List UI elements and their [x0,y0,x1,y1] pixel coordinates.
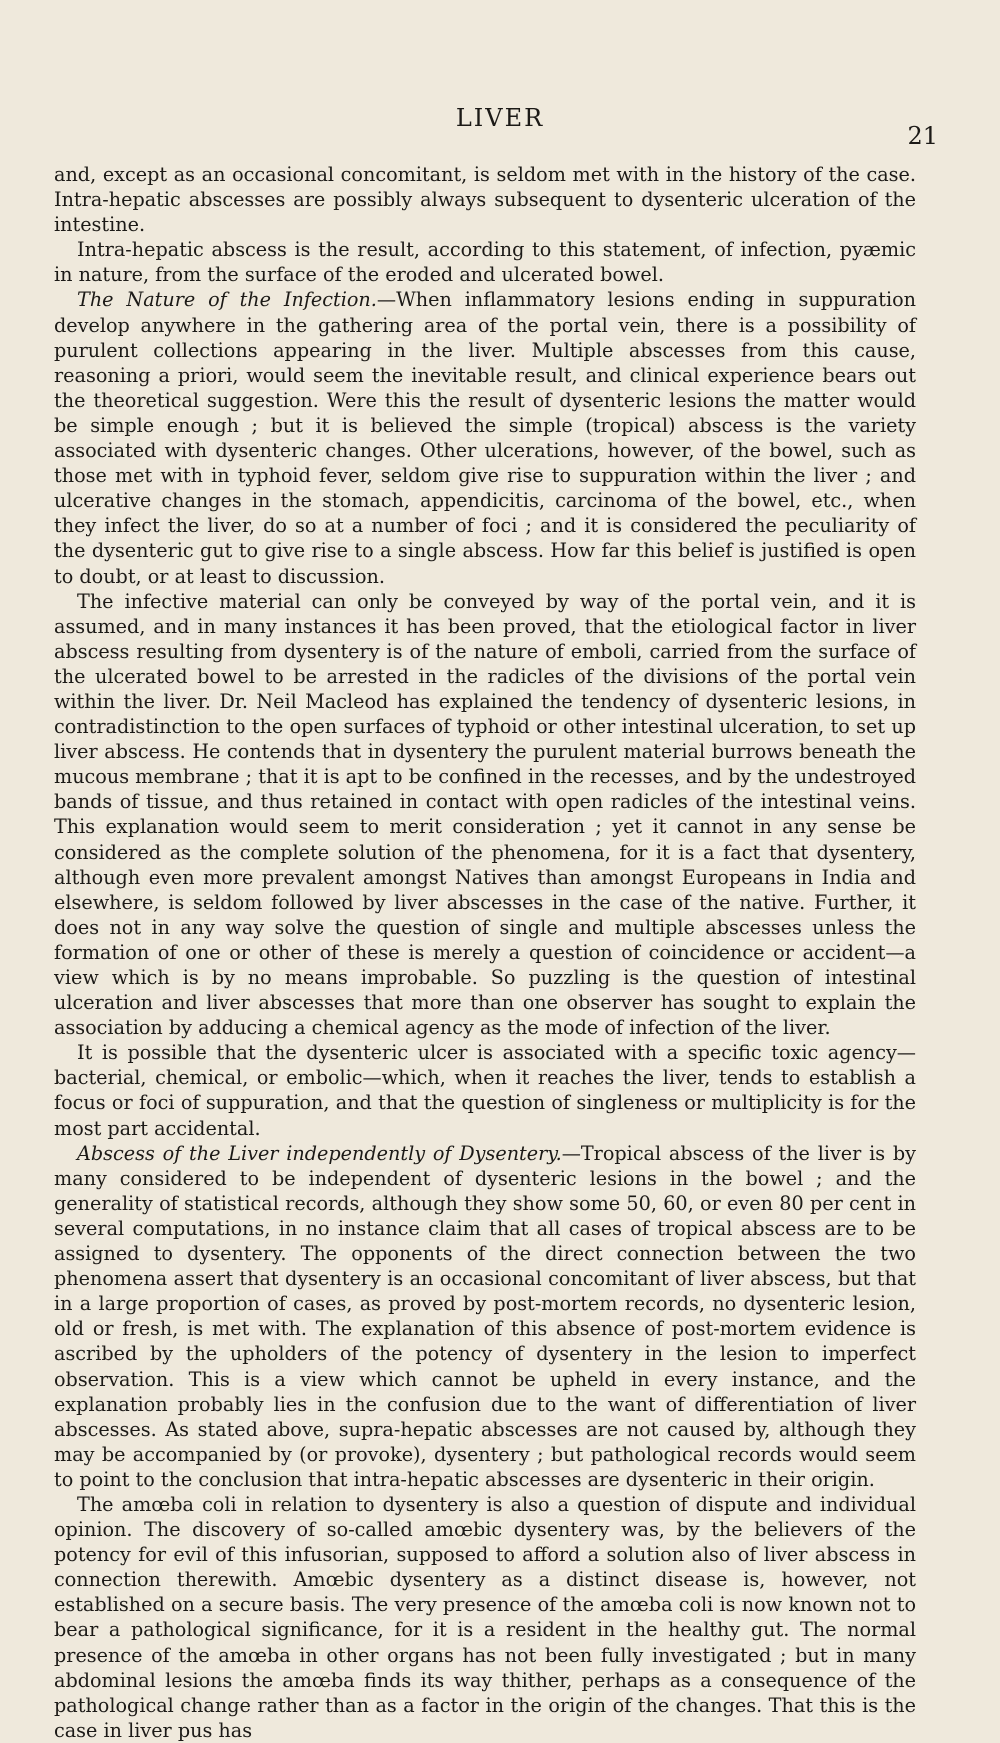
paragraph-text: The amœba coli in relation to dysentery is also a question of dispute and individual opinion. The discovery of so-called amœbic dysentery was, by the believers of the potency for evil of this infusorian, supposed to afford a solution also of liver abscess in connection therewith. Amœbic dysentery as a distinct disease is, however, not established on a secure basis. The very presence of the amœba coli is now known not to bear a pathological significance, for it is a resident in the healthy gut. The normal presence of the amœba in other organs has not been fully investigated ; but in many abdominal lesions the amœba finds its way thither, perhaps as a consequence of the pathological change rather than as a factor in the origin of the changes. That this is the case in liver pus has [54,1492,916,1742]
paragraph-text: —When inflammatory lesions ending in suppuration develop anywhere in the gathering area of the portal vein, there is a possibility of purulent collections appearing in the liver. Multiple abscesses from this cause, reasoning a priori, would seem the inevitable result, and clinical experience bears out the theoretical suggestion. Were this the result of dysenteric lesions the matter would be simple enough ; but it is believed the simple (tropical) abscess is the variety associated with dysenteric changes. Other ulcerations, however, of the bowel, such as those met with in typhoid fever, seldom give rise to suppuration within the liver ; and ulcerative changes in the stomach, appendicitis, carcinoma of the bowel, etc., when they infect the liver, do so at a number of foci ; and it is considered the peculiarity of the dysenteric gut to give rise to a single abscess. How far this belief is justified is open to doubt, or at least to discussion. [54,288,916,588]
paragraph [54,287,916,588]
paragraph-text: and, except as an occasional concomitant, is seldom met with in the history of the case. Intra-hepatic abscesses are possibly always subsequent to dysenteric ulceration of the intestine. [54,163,916,237]
paragraph-text: It is possible that the dysenteric ulcer is associated with a specific toxic agency—bacterial, chemical, or embolic—which, when it reaches the liver, tends to establish a focus or foci of suppuration, and that the question of singleness or multiplicity is for the most part accidental. [54,1041,916,1140]
paragraph [54,1492,916,1743]
paragraph-text: Intra-hepatic abscess is the result, according to this statement, of infection, pyæmic in nature, from the surface of the eroded and ulcerated bowel. [54,238,916,287]
paragraph-text: —Tropical abscess of the liver is by many considered to be independent of dysenteric lesions in the bowel ; and the generality of statistical records, although they show some 50, 60, or even 80 per cent in several computations, in no instance claim that all cases of tropical abscess are to be assigned to dysentery. The opponents of the direct connection between the two phenomena assert that dysentery is an occasional concomitant of liver abscess, but that in a large proportion of cases, as proved by post-mortem records, no dysenteric lesion, old or fresh, is met with. The explanation of this absence of post-mortem evidence is ascribed by the upholders of the potency of dysentery in the lesion to imperfect observation. This is a view which cannot be upheld in every instance, and the explanation probably lies in the confusion due to the want of differentiation of liver abscesses. As stated above, supra-hepatic abscesses are not caused by, although they may be accompanied by (or provoke), dysentery ; but pathological records would seem to point to the conclusion that intra-hepatic abscesses are dysenteric in their origin. [54,1141,916,1491]
paragraph [54,589,916,1041]
paragraph [54,237,916,287]
paragraph-text: The infective material can only be conveyed by way of the portal vein, and it is assumed, and in many instances it has been proved, that the etiological factor in liver abscess resulting from dysentery is of the nature of emboli, carried from the surface of the ulcerated bowel to be arrested in the radicles of the divisions of the portal vein within the liver. Dr. Neil Macleod has explained the tendency of dysenteric lesions, in contradistinction to the open surfaces of typhoid or other intestinal ulceration, to set up liver abscess. He contends that in dysentery the purulent material burrows beneath the mucous membrane ; that it is apt to be confined in the recesses, and by the undestroyed bands of tissue, and thus retained in contact with open radicles of the intestinal veins. This explanation would seem to merit consideration ; yet it cannot in any sense be considered as the complete solution of the phenomena, for it is a fact that dysentery, although even more prevalent amongst Natives than amongst Europeans in India and elsewhere, is seldom followed by liver abscesses in the case of the native. Further, it does not in any way solve the question of single and multiple abscesses unless the formation of one or other of these is merely a question of coincidence or accident—a view which is by no means improbable. So puzzling is the question of intestinal ulceration and liver abscesses that more than one observer has sought to explain the association by adducing a chemical agency as the mode of infection of the liver. [54,589,916,1040]
section-heading: Abscess of the Liver independently of Dysentery. [77,1141,562,1165]
running-title: LIVER [455,104,545,132]
body-text [54,162,916,1743]
paragraph [54,1141,916,1492]
paragraph [54,1040,916,1140]
page-number: 21 [907,122,938,150]
paragraph [54,162,916,237]
section-heading: The Nature of the Infection. [77,288,377,312]
